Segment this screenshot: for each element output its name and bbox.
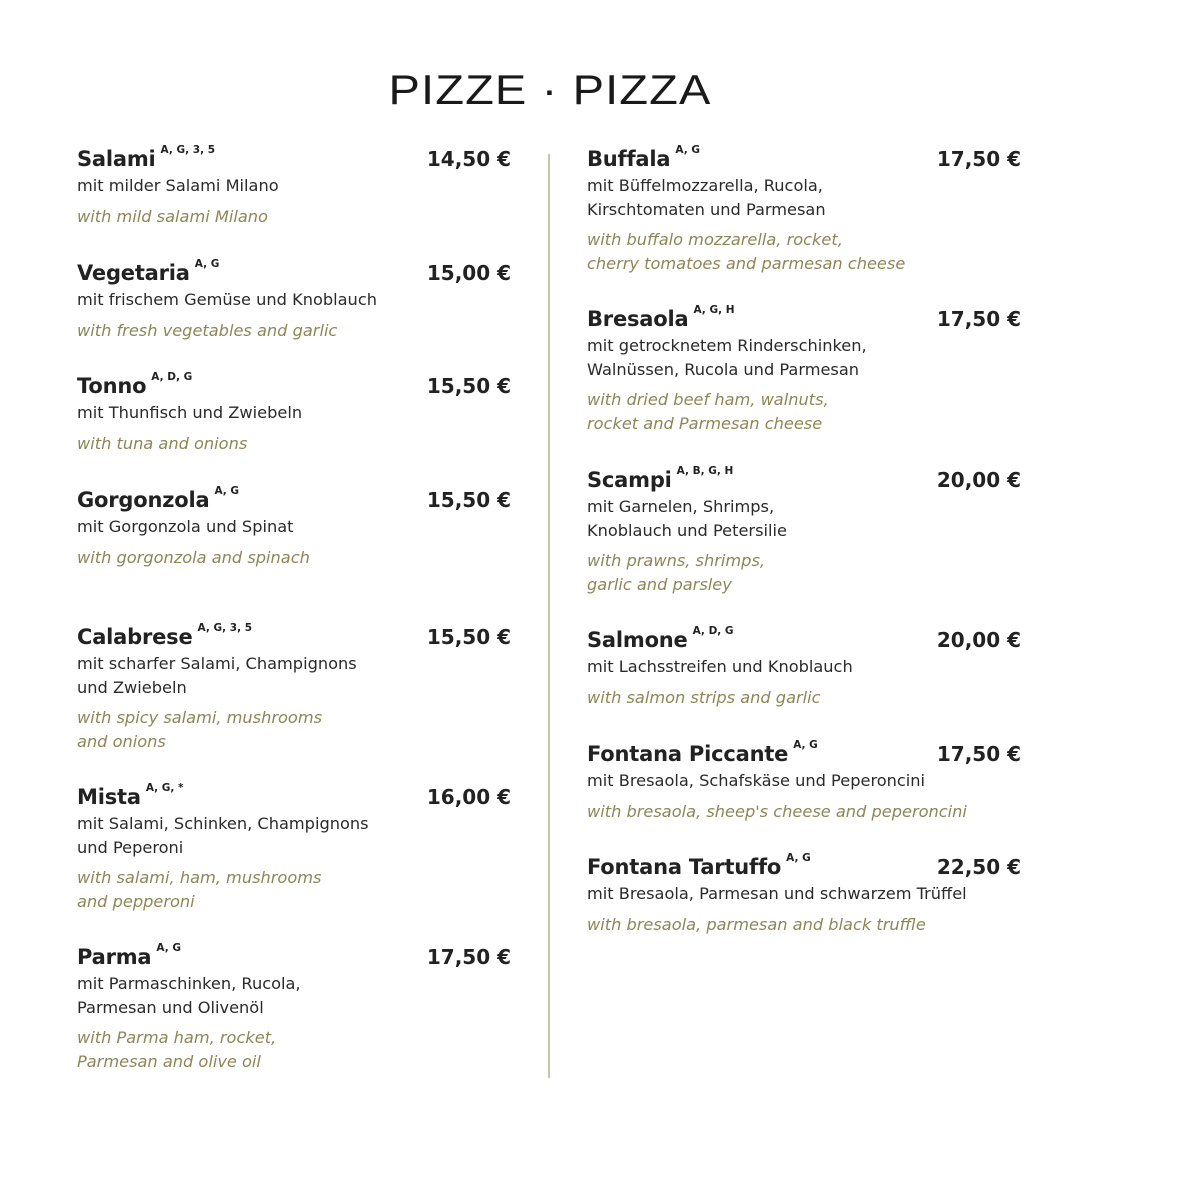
menu-item-scampi	[587, 465, 1021, 596]
item-price: 15,50 €	[426, 374, 511, 398]
item-name: Salami	[77, 147, 156, 171]
column-divider	[548, 154, 550, 1078]
item-description-de: mit getrocknetem Rinderschinken, Walnüssen, Rucola und Parmesan	[587, 336, 867, 379]
item-price: 15,50 €	[426, 488, 511, 512]
item-description-en: with dried beef ham, walnuts, rocket and Parmesan cheese	[587, 390, 829, 433]
menu-item-bresaola	[587, 304, 1021, 435]
item-allergens: A, G	[675, 144, 700, 156]
item-allergens: A, D, G	[151, 371, 193, 383]
item-name: Fontana Tartuffo	[587, 855, 782, 879]
item-name: Vegetaria	[77, 261, 190, 285]
item-price: 14,50 €	[426, 147, 511, 171]
menu-item-salami	[77, 144, 511, 228]
item-description-en: with salami, ham, mushrooms and pepperoni	[77, 868, 322, 911]
item-name: Gorgonzola	[77, 488, 210, 512]
item-description-en: with buffalo mozzarella, rocket, cherry tomatoes and parmesan cheese	[587, 230, 906, 273]
item-allergens: A, G, 3, 5	[160, 144, 216, 156]
item-description-en: with fresh vegetables and garlic	[77, 320, 338, 340]
item-allergens: A, G, 3, 5	[197, 622, 253, 634]
item-name: Bresaola	[587, 307, 689, 331]
item-allergens: A, G	[793, 739, 818, 751]
item-description-en: with gorgonzola and spinach	[77, 547, 310, 567]
item-price: 15,00 €	[426, 261, 511, 285]
item-price: 17,50 €	[936, 147, 1021, 171]
item-description-de: mit Garnelen, Shrimps, Knoblauch und Petersilie	[587, 497, 787, 540]
item-description-de: mit Gorgonzola und Spinat	[77, 517, 294, 536]
item-price: 20,00 €	[936, 468, 1021, 492]
item-price: 15,50 €	[426, 625, 511, 649]
item-description-en: with bresaola, parmesan and black truffle	[587, 914, 926, 934]
item-description-de: mit milder Salami Milano	[77, 176, 279, 195]
item-description-en: with Parma ham, rocket, Parmesan and olive oil	[77, 1028, 277, 1071]
item-description-de: mit Salami, Schinken, Champignons und Peperoni	[77, 814, 369, 857]
item-allergens: A, G, H	[693, 304, 735, 316]
item-description-de: mit scharfer Salami, Champignons und Zwiebeln	[77, 654, 357, 697]
item-price: 17,50 €	[426, 945, 511, 969]
menu-item-mista	[77, 782, 511, 913]
item-description-en: with prawns, shrimps, garlic and parsley	[587, 551, 766, 594]
menu-item-fontana-piccante	[587, 739, 1021, 823]
menu-item-fontana-tartuffo	[587, 852, 1021, 936]
item-description-en: with mild salami Milano	[77, 206, 268, 226]
item-name: Salmone	[587, 628, 688, 652]
item-name: Parma	[77, 945, 152, 969]
item-description-en: with spicy salami, mushrooms and onions	[77, 708, 323, 751]
item-allergens: A, D, G	[692, 625, 734, 637]
menu-item-vegetaria	[77, 258, 511, 342]
item-allergens: A, G	[786, 852, 811, 864]
item-description-de: mit Lachsstreifen und Knoblauch	[587, 657, 853, 676]
menu-item-buffala	[587, 144, 1021, 275]
item-allergens: A, B, G, H	[676, 465, 734, 477]
item-description-en: with salmon strips and garlic	[587, 687, 821, 707]
item-description-de: mit Bresaola, Parmesan und schwarzem Trüffel	[587, 884, 967, 903]
item-price: 17,50 €	[936, 307, 1021, 331]
item-name: Tonno	[77, 374, 147, 398]
item-allergens: A, G	[214, 485, 240, 497]
item-allergens: A, G, *	[145, 782, 184, 794]
item-price: 16,00 €	[426, 785, 511, 809]
menu-item-salmone	[587, 625, 1021, 709]
item-price: 20,00 €	[936, 628, 1021, 652]
item-name: Mista	[77, 785, 141, 809]
item-description-de: mit Parmaschinken, Rucola, Parmesan und Olivenöl	[77, 974, 301, 1017]
item-description-de: mit Büffelmozzarella, Rucola, Kirschtomaten und Parmesan	[587, 176, 826, 219]
menu-item-gorgonzola	[77, 485, 511, 569]
menu-item-parma	[77, 942, 511, 1073]
item-description-de: mit frischem Gemüse und Knoblauch	[77, 290, 377, 309]
item-description-de: mit Bresaola, Schafskäse und Peperoncini	[587, 771, 926, 790]
item-allergens: A, G	[194, 258, 220, 270]
item-description-en: with tuna and onions	[77, 433, 248, 453]
item-name: Scampi	[587, 468, 672, 492]
item-price: 17,50 €	[936, 742, 1021, 766]
item-description-de: mit Thunfisch und Zwiebeln	[77, 403, 303, 422]
page-title: PIZZE · PIZZA	[388, 66, 712, 113]
item-price: 22,50 €	[936, 855, 1021, 879]
item-name: Calabrese	[77, 625, 193, 649]
item-name: Fontana Piccante	[587, 742, 789, 766]
item-description-en: with bresaola, sheep's cheese and peperoncini	[587, 801, 967, 821]
menu-item-tonno	[77, 371, 511, 455]
menu-item-calabrese	[77, 622, 511, 753]
item-name: Buffala	[587, 147, 671, 171]
item-allergens: A, G	[156, 942, 182, 954]
